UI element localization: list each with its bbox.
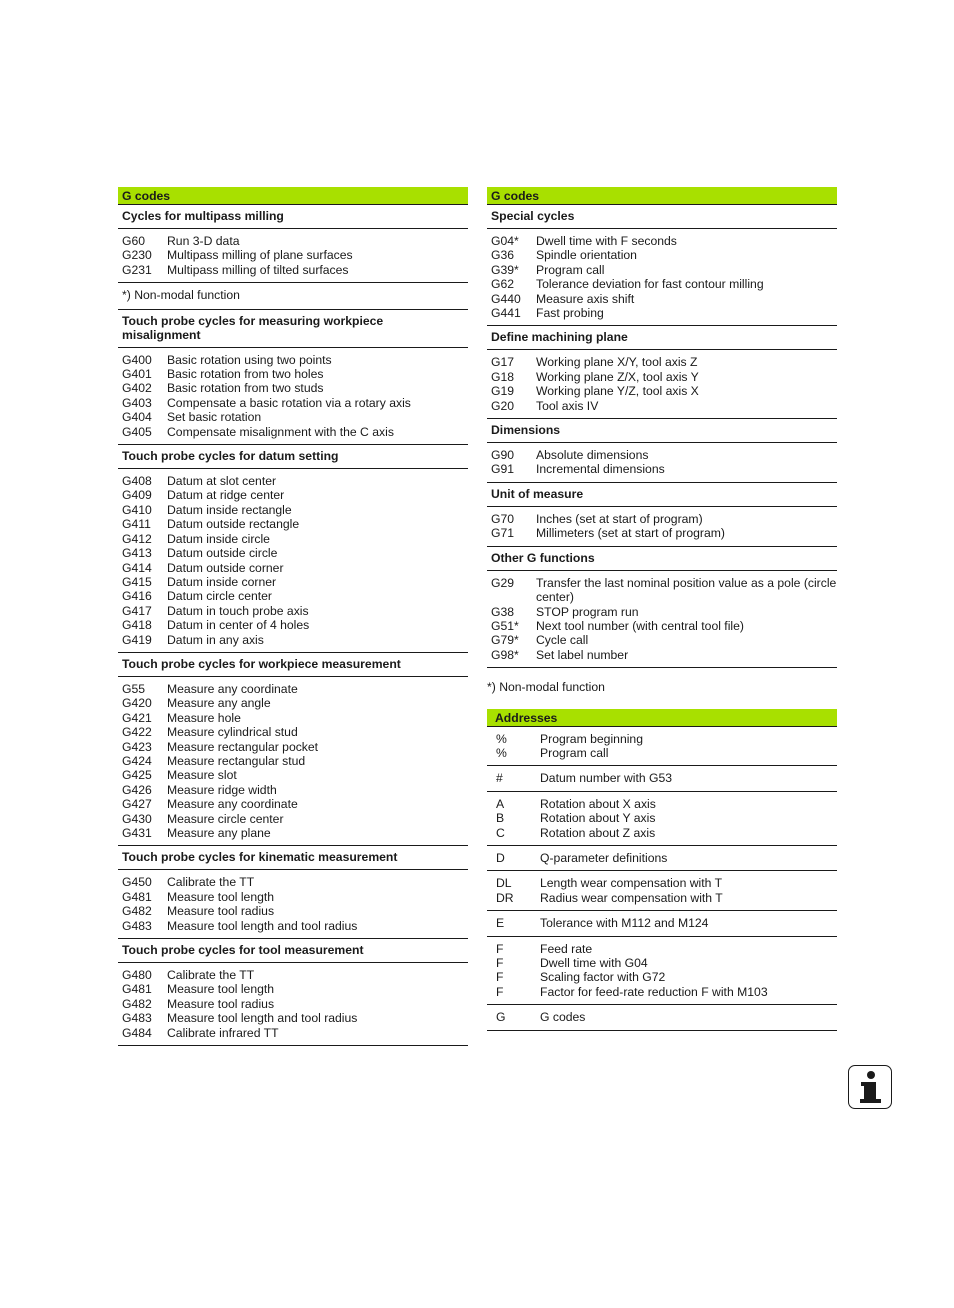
g-code: % bbox=[496, 731, 507, 746]
code-list bbox=[487, 350, 837, 419]
g-code: # bbox=[496, 771, 503, 786]
g-code: G420 bbox=[122, 696, 152, 711]
g-code: G417 bbox=[122, 603, 152, 618]
table-row bbox=[487, 771, 837, 785]
table-row bbox=[487, 462, 837, 476]
g-code-description: Datum circle center bbox=[167, 589, 272, 604]
g-code-description: Rotation about Z axis bbox=[540, 825, 656, 840]
table-row bbox=[118, 396, 468, 410]
g-code: G98* bbox=[491, 647, 519, 662]
table-row bbox=[487, 916, 837, 930]
g-code: G481 bbox=[122, 982, 152, 997]
section-title: Define machining plane bbox=[487, 326, 837, 350]
table-row bbox=[118, 381, 468, 395]
table-row bbox=[118, 797, 468, 811]
table-row bbox=[487, 384, 837, 398]
table-row bbox=[487, 512, 837, 526]
g-code-description: Transfer the last nominal position value as a pole (circle center) bbox=[536, 575, 837, 605]
g-code: G483 bbox=[122, 1011, 152, 1026]
table-row bbox=[487, 248, 837, 262]
g-code: G413 bbox=[122, 546, 152, 561]
g-code: F bbox=[496, 970, 504, 985]
g-code: G450 bbox=[122, 875, 152, 890]
g-code-description: Datum inside circle bbox=[167, 531, 270, 546]
g-code: G51* bbox=[491, 618, 519, 633]
g-code: G71 bbox=[491, 526, 515, 541]
table-row bbox=[118, 968, 468, 982]
table-row bbox=[118, 367, 468, 381]
g-code-description: Datum outside corner bbox=[167, 560, 284, 575]
g-code: G60 bbox=[122, 234, 146, 248]
g-code-description: Basic rotation from two holes bbox=[167, 367, 324, 382]
g-code-description: Scaling factor with G72 bbox=[540, 970, 666, 985]
code-list bbox=[487, 443, 837, 483]
g-code: G426 bbox=[122, 782, 152, 797]
table-row bbox=[118, 711, 468, 725]
g-code-description: Measure rectangular pocket bbox=[167, 739, 319, 754]
g-code-description: Measure cylindrical stud bbox=[167, 725, 298, 740]
table-row bbox=[487, 648, 837, 662]
code-list bbox=[118, 677, 468, 846]
g-code-description: Spindle orientation bbox=[536, 248, 637, 263]
g-code: B bbox=[496, 811, 505, 826]
g-code: G411 bbox=[122, 517, 151, 532]
table-row bbox=[118, 474, 468, 488]
table-row bbox=[487, 399, 837, 413]
g-code: G400 bbox=[122, 352, 152, 367]
g-code-description: Working plane X/Y, tool axis Z bbox=[536, 355, 698, 370]
g-code: G480 bbox=[122, 968, 152, 983]
code-list bbox=[487, 571, 837, 668]
table-row bbox=[118, 1026, 468, 1040]
table-row bbox=[118, 740, 468, 754]
g-code-description: Measure tool length bbox=[167, 982, 275, 997]
g-code-description: Measure hole bbox=[167, 710, 241, 725]
g-code-description: Basic rotation using two points bbox=[167, 352, 332, 367]
table-row bbox=[118, 561, 468, 575]
section-title: Dimensions bbox=[487, 419, 837, 443]
g-code: G230 bbox=[122, 248, 152, 263]
table-row bbox=[487, 732, 837, 746]
g-code-description: Program beginning bbox=[540, 731, 643, 746]
table-row bbox=[487, 526, 837, 540]
g-code: A bbox=[496, 796, 505, 811]
g-code: G402 bbox=[122, 381, 152, 396]
g-code-description: Multipass milling of tilted surfaces bbox=[167, 262, 349, 277]
code-list bbox=[118, 870, 468, 939]
g-code: F bbox=[496, 984, 504, 999]
table-row bbox=[118, 532, 468, 546]
g-code-description: Length wear compensation with T bbox=[540, 876, 723, 891]
g-code: G482 bbox=[122, 904, 152, 919]
code-list bbox=[118, 963, 468, 1046]
g-code-description: Incremental dimensions bbox=[536, 462, 665, 477]
footnote: *) Non-modal function bbox=[118, 283, 468, 309]
g-code: G484 bbox=[122, 1025, 152, 1040]
address-list bbox=[487, 911, 837, 936]
table-row bbox=[118, 517, 468, 531]
g-code: G421 bbox=[122, 710, 152, 725]
table-row bbox=[118, 503, 468, 517]
section-title: Unit of measure bbox=[487, 483, 837, 507]
g-code: DL bbox=[496, 876, 512, 891]
g-code: G29 bbox=[491, 575, 515, 590]
table-row bbox=[487, 234, 837, 248]
g-code-description: Measure any coordinate bbox=[167, 681, 298, 696]
table-row bbox=[118, 604, 468, 618]
g-code: G404 bbox=[122, 410, 152, 425]
g-code: G19 bbox=[491, 384, 515, 399]
g-code: G04* bbox=[491, 234, 519, 248]
g-code-description: G codes bbox=[540, 1010, 586, 1025]
g-code: G423 bbox=[122, 739, 152, 754]
address-list bbox=[487, 727, 837, 767]
g-code-description: Tool axis IV bbox=[536, 398, 599, 413]
g-code-description: Millimeters (set at start of program) bbox=[536, 526, 725, 541]
g-code: G418 bbox=[122, 618, 152, 633]
table-row bbox=[118, 997, 468, 1011]
table-row bbox=[118, 488, 468, 502]
g-code: G415 bbox=[122, 574, 152, 589]
section-title: Touch probe cycles for kinematic measurement bbox=[118, 846, 468, 870]
g-code-description: Tolerance with M112 and M124 bbox=[540, 916, 709, 931]
table-row bbox=[118, 783, 468, 797]
table-row bbox=[118, 263, 468, 277]
g-code: G441 bbox=[491, 306, 521, 321]
g-code-description: Compensate misalignment with the C axis bbox=[167, 424, 394, 439]
g-code-description: Cycle call bbox=[536, 633, 589, 648]
g-code: G410 bbox=[122, 502, 152, 517]
g-code-description: STOP program run bbox=[536, 604, 639, 619]
table-row bbox=[487, 826, 837, 840]
table-row bbox=[487, 619, 837, 633]
table-row bbox=[487, 292, 837, 306]
g-code: G425 bbox=[122, 768, 152, 783]
g-code: G38 bbox=[491, 604, 515, 619]
table-row bbox=[118, 1011, 468, 1025]
table-row bbox=[118, 546, 468, 560]
table-row bbox=[118, 919, 468, 933]
g-code-description: Rotation about Y axis bbox=[540, 811, 656, 826]
table-row bbox=[487, 942, 837, 956]
g-code-description: Measure any plane bbox=[167, 826, 271, 840]
g-code-description: Q-parameter definitions bbox=[540, 850, 668, 865]
g-code-description: Next tool number (with central tool file) bbox=[536, 618, 744, 633]
table-row bbox=[487, 1010, 837, 1024]
g-code-description: Inches (set at start of program) bbox=[536, 511, 703, 526]
g-code-description: Set label number bbox=[536, 647, 629, 662]
table-row bbox=[118, 353, 468, 367]
g-code-description: Tolerance deviation for fast contour milling bbox=[536, 277, 764, 292]
section-title: Special cycles bbox=[487, 205, 837, 229]
g-code-description: Dwell time with F seconds bbox=[536, 234, 677, 248]
g-code-description: Datum in center of 4 holes bbox=[167, 618, 310, 633]
addresses-header: Addresses bbox=[487, 709, 837, 727]
g-code-description: Basic rotation from two studs bbox=[167, 381, 324, 396]
g-code-description: Fast probing bbox=[536, 306, 604, 321]
g-code: G405 bbox=[122, 424, 152, 439]
g-code: G36 bbox=[491, 248, 515, 263]
code-list bbox=[487, 229, 837, 326]
section-title: Touch probe cycles for tool measurement bbox=[118, 939, 468, 963]
g-code: G424 bbox=[122, 753, 152, 768]
g-code: G419 bbox=[122, 632, 152, 647]
g-code-description: Run 3-D data bbox=[167, 234, 240, 248]
g-code-description: Calibrate infrared TT bbox=[167, 1025, 279, 1040]
table-row bbox=[487, 970, 837, 984]
table-row bbox=[118, 589, 468, 603]
g-code-description: Measure slot bbox=[167, 768, 237, 783]
g-code: % bbox=[496, 745, 507, 760]
table-row bbox=[487, 355, 837, 369]
address-list bbox=[487, 1005, 837, 1030]
table-row bbox=[118, 826, 468, 840]
g-code-description: Program call bbox=[536, 262, 605, 277]
code-list bbox=[118, 469, 468, 653]
table-row bbox=[118, 575, 468, 589]
table-row bbox=[487, 985, 837, 999]
table-row bbox=[118, 890, 468, 904]
g-code-description: Compensate a basic rotation via a rotary axis bbox=[167, 395, 411, 410]
g-code: G55 bbox=[122, 681, 146, 696]
table-row bbox=[118, 904, 468, 918]
g-code-description: Radius wear compensation with T bbox=[540, 890, 723, 905]
address-list bbox=[487, 766, 837, 791]
g-code: G91 bbox=[491, 462, 515, 477]
table-row bbox=[118, 248, 468, 262]
g-code: G401 bbox=[122, 367, 152, 382]
table-row bbox=[118, 234, 468, 248]
section-header: G codes bbox=[118, 187, 468, 205]
table-row bbox=[118, 410, 468, 424]
address-list bbox=[487, 937, 837, 1006]
table-row bbox=[487, 851, 837, 865]
table-row bbox=[487, 956, 837, 970]
g-code: G412 bbox=[122, 531, 152, 546]
g-code-description: Dwell time with G04 bbox=[540, 956, 648, 970]
g-code-description: Multipass milling of plane surfaces bbox=[167, 248, 353, 263]
g-code: G409 bbox=[122, 488, 152, 503]
table-row bbox=[118, 425, 468, 439]
table-row bbox=[118, 982, 468, 996]
table-row bbox=[487, 605, 837, 619]
g-code: DR bbox=[496, 890, 514, 905]
table-row bbox=[487, 891, 837, 905]
section-title: Touch probe cycles for workpiece measurement bbox=[118, 653, 468, 677]
right-column bbox=[487, 187, 837, 1031]
table-row bbox=[118, 696, 468, 710]
g-code-description: Measure tool radius bbox=[167, 904, 275, 919]
g-code: C bbox=[496, 825, 505, 840]
table-row bbox=[487, 746, 837, 760]
section-header: G codes bbox=[487, 187, 837, 205]
g-code: F bbox=[496, 941, 504, 956]
g-code-description: Measure axis shift bbox=[536, 291, 635, 306]
code-list bbox=[118, 229, 468, 283]
table-row bbox=[118, 682, 468, 696]
code-list bbox=[118, 348, 468, 445]
g-code-description: Datum inside rectangle bbox=[167, 502, 292, 517]
table-row bbox=[118, 725, 468, 739]
section-title: Cycles for multipass milling bbox=[118, 205, 468, 229]
g-code-description: Measure any angle bbox=[167, 696, 271, 711]
address-list bbox=[487, 792, 837, 846]
g-code: G bbox=[496, 1010, 506, 1025]
table-row bbox=[487, 370, 837, 384]
g-code: G483 bbox=[122, 918, 152, 933]
g-code: G430 bbox=[122, 811, 152, 826]
g-code: G231 bbox=[122, 262, 152, 277]
g-code: G481 bbox=[122, 889, 152, 904]
g-code-description: Datum inside corner bbox=[167, 574, 277, 589]
g-code: G403 bbox=[122, 395, 152, 410]
table-row bbox=[487, 576, 837, 605]
g-code-description: Calibrate the TT bbox=[167, 968, 255, 983]
g-code-description: Datum at slot center bbox=[167, 474, 277, 489]
g-code-description: Measure tool length and tool radius bbox=[167, 1011, 358, 1026]
g-code-description: Calibrate the TT bbox=[167, 875, 255, 890]
g-code: E bbox=[496, 916, 505, 931]
table-row bbox=[118, 875, 468, 889]
g-code-description: Working plane Z/X, tool axis Y bbox=[536, 369, 699, 384]
g-code-description: Feed rate bbox=[540, 941, 593, 956]
g-code-description: Datum in any axis bbox=[167, 632, 264, 647]
g-code-description: Measure circle center bbox=[167, 811, 284, 826]
g-code-description: Datum in touch probe axis bbox=[167, 603, 309, 618]
table-row bbox=[487, 876, 837, 890]
g-code: G431 bbox=[122, 826, 152, 840]
g-code-description: Measure tool radius bbox=[167, 996, 275, 1011]
footnote: *) Non-modal function bbox=[487, 680, 605, 695]
table-row bbox=[487, 448, 837, 462]
g-code: G440 bbox=[491, 291, 521, 306]
section-title: Touch probe cycles for measuring workpiece misalignment bbox=[118, 310, 468, 348]
section-title: Other G functions bbox=[487, 547, 837, 571]
g-code: G62 bbox=[491, 277, 515, 292]
g-code-description: Program call bbox=[540, 745, 609, 760]
g-code: G39* bbox=[491, 262, 519, 277]
g-code-description: Measure any coordinate bbox=[167, 797, 298, 812]
g-code-description: Measure tool length bbox=[167, 889, 275, 904]
table-row bbox=[487, 263, 837, 277]
table-row bbox=[487, 811, 837, 825]
g-code: G70 bbox=[491, 511, 515, 526]
g-code-description: Datum number with G53 bbox=[540, 771, 673, 786]
code-list bbox=[487, 507, 837, 547]
g-code-description: Measure ridge width bbox=[167, 782, 277, 797]
table-row bbox=[487, 633, 837, 647]
g-code-description: Working plane Y/Z, tool axis X bbox=[536, 384, 699, 399]
table-row bbox=[487, 306, 837, 320]
g-code: G90 bbox=[491, 448, 515, 463]
g-code: F bbox=[496, 956, 504, 970]
g-code: G408 bbox=[122, 474, 152, 489]
g-code-description: Measure rectangular stud bbox=[167, 753, 306, 768]
table-row bbox=[487, 797, 837, 811]
g-code: G414 bbox=[122, 560, 152, 575]
g-code: G416 bbox=[122, 589, 152, 604]
table-row bbox=[118, 754, 468, 768]
g-code: G17 bbox=[491, 355, 515, 370]
g-code: G427 bbox=[122, 797, 152, 812]
g-code-description: Set basic rotation bbox=[167, 410, 262, 425]
address-list bbox=[487, 871, 837, 911]
g-code-description: Measure tool length and tool radius bbox=[167, 918, 358, 933]
g-code: G422 bbox=[122, 725, 152, 740]
info-icon[interactable] bbox=[848, 1065, 892, 1109]
table-row bbox=[118, 812, 468, 826]
g-code-description: Datum outside circle bbox=[167, 546, 278, 561]
g-code-description: Datum outside rectangle bbox=[167, 517, 300, 532]
table-row bbox=[118, 618, 468, 632]
g-code-description: Absolute dimensions bbox=[536, 448, 649, 463]
g-code: G79* bbox=[491, 633, 519, 648]
left-column bbox=[118, 187, 468, 1046]
address-list bbox=[487, 846, 837, 871]
g-code-description: Rotation about X axis bbox=[540, 796, 656, 811]
table-row bbox=[487, 277, 837, 291]
g-code-description: Datum at ridge center bbox=[167, 488, 285, 503]
table-row bbox=[118, 633, 468, 647]
g-code: G20 bbox=[491, 398, 515, 413]
section-title: Touch probe cycles for datum setting bbox=[118, 445, 468, 469]
g-code: G18 bbox=[491, 369, 515, 384]
g-code: G482 bbox=[122, 996, 152, 1011]
table-row bbox=[118, 768, 468, 782]
g-code-description: Factor for feed-rate reduction F with M103 bbox=[540, 984, 768, 999]
g-code: D bbox=[496, 850, 505, 865]
